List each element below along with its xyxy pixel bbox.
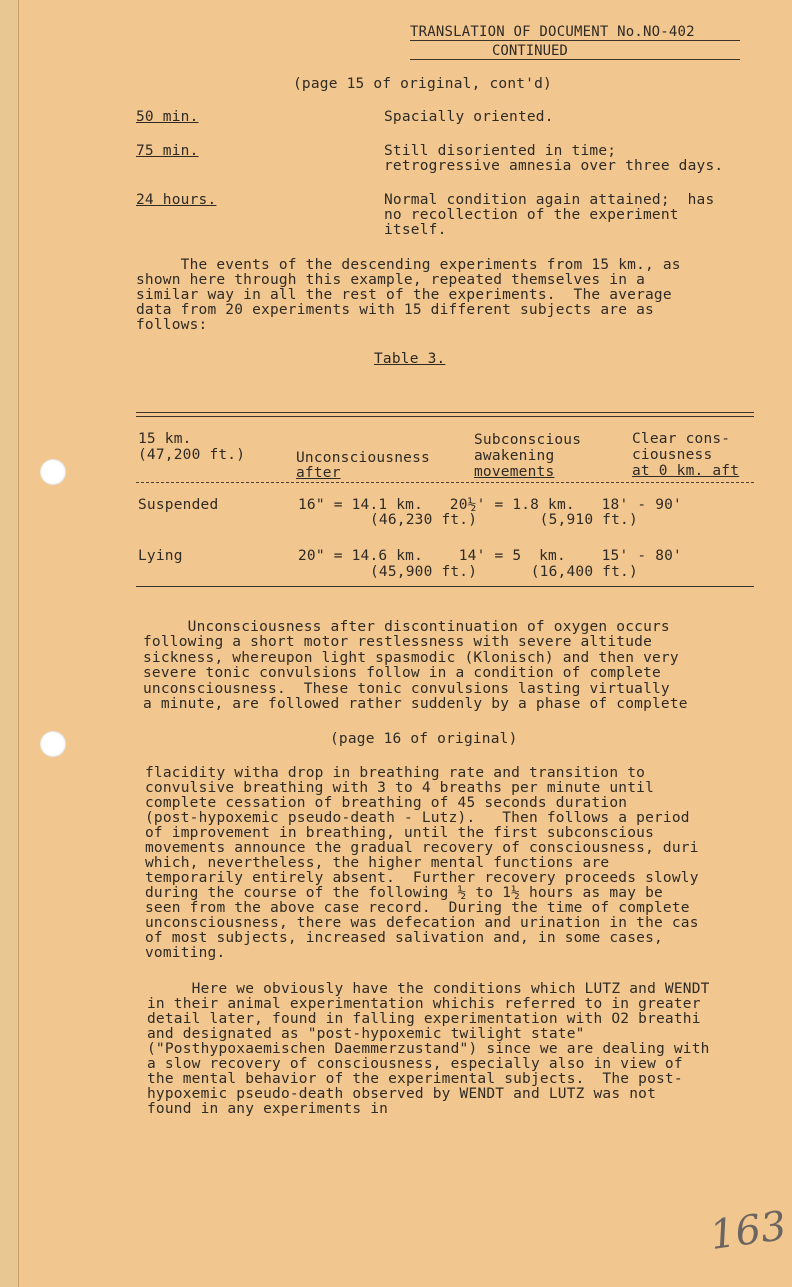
time-description: Still disoriented in time; — [384, 143, 617, 159]
table-cell: 16" = 14.1 km. 20½' = 1.8 km. 18' - 90' — [298, 497, 682, 513]
paragraph-line: data from 20 experiments with 15 different subjects are as — [136, 302, 654, 318]
paragraph-line: found in any experiments in — [147, 1101, 389, 1117]
paragraph-line: temporarily entirely absent. Further recovery proceeds slowly — [145, 870, 699, 886]
table-header-rule — [136, 482, 754, 483]
table-header-cell: ciousness — [632, 447, 713, 463]
table-header-cell: (47,200 ft.) — [138, 447, 246, 463]
paragraph-line: unconsciousness, there was defecation and urination in the cas — [145, 915, 699, 931]
paragraph-line: hypoxemic pseudo-death observed by WENDT and LUTZ was not — [147, 1086, 656, 1102]
handwritten-page-number: 163 — [707, 1202, 790, 1260]
table-title: Table 3. — [374, 351, 446, 367]
paragraph-line: in their animal experimentation whichis referred to in greater — [147, 996, 701, 1012]
table-header-cell: Clear cons- — [632, 431, 731, 447]
paragraph-line: Unconsciousness after discontinuation of oxygen occurs — [143, 619, 670, 635]
header-rule — [410, 40, 740, 41]
table-top-rule — [136, 416, 754, 417]
table-top-rule — [136, 412, 754, 413]
paragraph-line: a minute, are followed rather suddenly by a phase of complete — [143, 696, 688, 712]
table-row-label: Suspended — [138, 497, 219, 513]
paragraph-line: unconsciousness. These tonic convulsions lasting virtually — [143, 681, 670, 697]
paragraph-line: during the course of the following ½ to 1½ hours as may be — [145, 885, 663, 901]
time-label: 75 min. — [136, 143, 199, 159]
paragraph-line: sickness, whereupon light spasmodic (Klonisch) and then very — [143, 650, 679, 666]
paragraph-line: convulsive breathing with 3 to 4 breaths per minute until — [145, 780, 654, 796]
table-header-cell: movements — [474, 464, 555, 480]
time-description: retrogressive amnesia over three days. — [384, 158, 724, 174]
paragraph-line: flacidity witha drop in breathing rate and transition to — [145, 765, 646, 781]
table-header-cell: awakening — [474, 448, 555, 464]
document-header-title: TRANSLATION OF DOCUMENT No.NO-402 — [410, 24, 695, 40]
time-label: 50 min. — [136, 109, 199, 125]
paragraph-line: the mental behavior of the experimental subjects. The post- — [147, 1071, 683, 1087]
paragraph-line: of improvement in breathing, until the first subconscious — [145, 825, 654, 841]
table-bottom-rule — [136, 586, 754, 587]
paragraph-line: which, nevertheless, the higher mental functions are — [145, 855, 610, 871]
paragraph-line: ("Posthypoxaemischen Daemmerzustand") since we are dealing with — [147, 1041, 710, 1057]
paragraph-line: complete cessation of breathing of 45 seconds duration — [145, 795, 628, 811]
document-header-continued: CONTINUED — [492, 43, 568, 59]
paragraph-line: of most subjects, increased salivation and, in some cases, — [145, 930, 663, 946]
table-row-label: Lying — [138, 548, 183, 564]
page-note: (page 16 of original) — [330, 731, 518, 747]
time-description: Normal condition again attained; has — [384, 192, 715, 208]
paragraph-line: similar way in all the rest of the experiments. The average — [136, 287, 672, 303]
paragraph-line: a slow recovery of consciousness, especially also in view of — [147, 1056, 683, 1072]
table-header-cell: at 0 km. aft — [632, 463, 740, 479]
punch-hole — [40, 459, 66, 485]
time-description: no recollection of the experiment — [384, 207, 679, 223]
paragraph-line: Here we obviously have the conditions which LUTZ and WENDT — [147, 981, 710, 997]
table-header-cell: after — [296, 465, 341, 481]
page-note: (page 15 of original, cont'd) — [293, 76, 552, 92]
paragraph-line: following a short motor restlessness with severe altitude — [143, 634, 652, 650]
paragraph-line: vomiting. — [145, 945, 226, 961]
paragraph-line: detail later, found in falling experimentation with O2 breathi — [147, 1011, 701, 1027]
table-header-cell: 15 km. — [138, 431, 192, 447]
paragraph-line: and designated as "post-hypoxemic twilight state" — [147, 1026, 585, 1042]
time-description: itself. — [384, 222, 447, 238]
time-label: 24 hours. — [136, 192, 217, 208]
paragraph-line: follows: — [136, 317, 208, 333]
table-cell: 20" = 14.6 km. 14' = 5 km. 15' - 80' — [298, 548, 682, 564]
paragraph-line: severe tonic convulsions follow in a condition of complete — [143, 665, 661, 681]
time-description: Spacially oriented. — [384, 109, 554, 125]
table-cell: (46,230 ft.) (5,910 ft.) — [370, 512, 638, 528]
table-header-cell: Subconscious — [474, 432, 582, 448]
paragraph-line: (post-hypoxemic pseudo-death - Lutz). Then follows a period — [145, 810, 690, 826]
header-rule — [410, 59, 740, 60]
paragraph-line: shown here through this example, repeated themselves in a — [136, 272, 645, 288]
table-header-cell: Unconsciousness — [296, 450, 430, 466]
paragraph-line: seen from the above case record. During the time of complete — [145, 900, 690, 916]
table-cell: (45,900 ft.) (16,400 ft.) — [370, 564, 638, 580]
paragraph-line: movements announce the gradual recovery of consciousness, duri — [145, 840, 699, 856]
punch-hole — [40, 731, 66, 757]
paragraph-line: The events of the descending experiments from 15 km., as — [136, 257, 681, 273]
